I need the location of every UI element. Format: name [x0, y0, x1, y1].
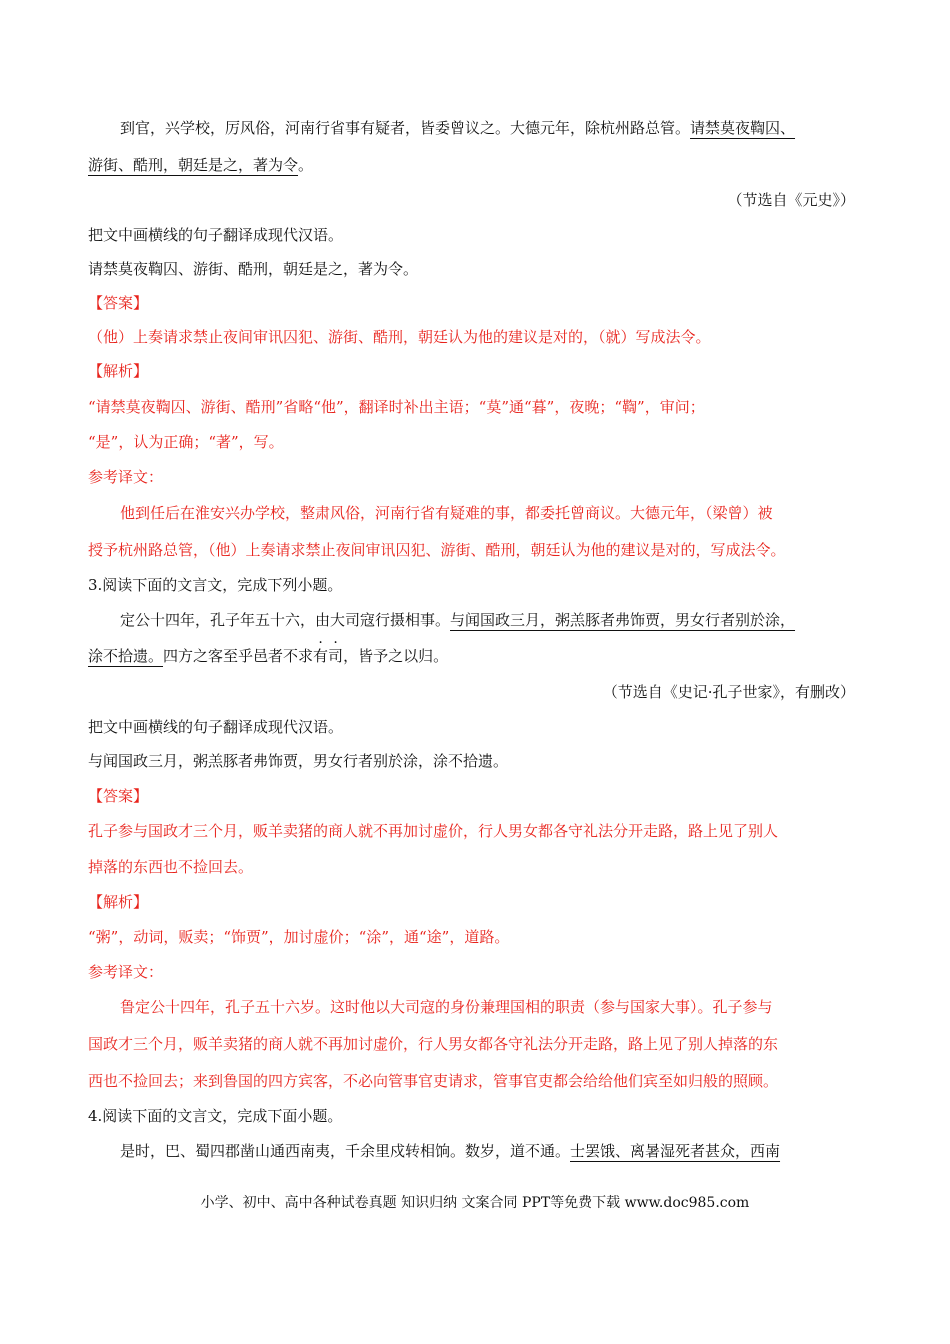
- answer-text: （他）上奏请求禁止夜间审讯囚犯、游街、酷刑，朝廷认为他的建议是对的，（就）写成法令。: [88, 328, 711, 346]
- answer-tag: 【答案】: [88, 294, 149, 312]
- underlined-sentence: 士罢饿、离暑湿死者甚众，西南: [570, 1142, 781, 1160]
- answer-text: 掉落的东西也不捡回去。: [88, 858, 254, 876]
- passage-text: 。: [298, 156, 314, 174]
- source-citation: （节选自《元史》）: [727, 191, 855, 209]
- passage-text: 四方之客至乎邑者不求: [163, 647, 314, 665]
- reference-translation: 鲁定公十四年，孔子五十六岁。这时他以大司寇的身份兼理国相的职责（参与国家大事）。孔子参与: [120, 998, 773, 1016]
- passage-text: 定公十四年，孔子年五十六，由大司寇行摄相事。: [120, 611, 451, 629]
- page-footer: 小学、初中、高中各种试卷真题 知识归纳 文案合同 PPT等免费下载 www.doc985.com: [200, 1195, 750, 1211]
- sentence-to-translate: 与闻国政三月，粥羔豚者弗饰贾，男女行者别於涂，涂不拾遗。: [88, 752, 509, 770]
- question-heading: 3.阅读下面的文言文，完成下列小题。: [88, 576, 343, 594]
- analysis-tag: 【解析】: [88, 893, 149, 911]
- analysis-text: “粥”，动词，贩卖；“饰贾”，加讨虚价；“涂”，通“途”，道路。: [88, 928, 510, 946]
- passage-text: ，皆予之以归。: [343, 647, 449, 665]
- passage-text: 到官，兴学校，厉风俗，河南行省事有疑者，皆委曾议之。大德元年，除杭州路总管。: [120, 119, 691, 137]
- reference-translation: 他到任后在淮安兴办学校，整肃风俗，河南行省有疑难的事，都委托曾商议。大德元年，（梁曾）被: [120, 504, 773, 522]
- source-citation: （节选自《史记·孔子世家》，有删改）: [602, 683, 855, 701]
- answer-tag: 【答案】: [88, 787, 149, 805]
- reference-translation-tag: 参考译文：: [88, 963, 164, 981]
- reference-translation-tag: 参考译文：: [88, 468, 164, 486]
- underlined-sentence: 与闻国政三月，粥羔豚者弗饰贾，男女行者别於涂，: [450, 611, 796, 629]
- analysis-text: “是”，认为正确；“著”，写。: [88, 433, 284, 451]
- sentence-to-translate: 请禁莫夜鞫囚、游街、酷刑，朝廷是之，著为令。: [88, 260, 419, 278]
- passage-line: [120, 1141, 780, 1161]
- reference-translation: 西也不捡回去；来到鲁国的四方宾客，不必向管事官吏请求，管事官吏都会给给他们宾至如归般的照顾。: [88, 1072, 779, 1090]
- passage-text: 是时，巴、蜀四郡凿山通西南夷，千余里戍转相饷。数岁，道不通。: [120, 1142, 571, 1160]
- emphasis-dotted-char: 有: [313, 647, 329, 665]
- instruction: 把文中画横线的句子翻译成现代汉语。: [88, 226, 344, 244]
- instruction: 把文中画横线的句子翻译成现代汉语。: [88, 718, 344, 736]
- reference-translation: 授予杭州路总管，（他）上奏请求禁止夜间审讯囚犯、游街、酷刑，朝廷认为他的建议是对的，写成法令。: [88, 541, 786, 559]
- underlined-sentence: 游街、酷刑，朝廷是之，著为令: [88, 156, 299, 174]
- analysis-text: “请禁莫夜鞫囚、游街、酷刑”省略“他”，翻译时补出主语；“莫”通“暮”，夜晚；“鞫”，审问；: [88, 398, 705, 416]
- underlined-sentence: 请禁莫夜鞫囚、: [690, 119, 796, 137]
- passage-line: [120, 118, 795, 138]
- answer-text: 孔子参与国政才三个月，贩羊卖猪的商人就不再加讨虚价，行人男女都各守礼法分开走路，路上见了别人: [88, 822, 779, 840]
- emphasis-dotted-char: 司: [328, 647, 344, 665]
- passage-line: [88, 155, 313, 175]
- analysis-tag: 【解析】: [88, 362, 149, 380]
- underlined-sentence: 涂不拾遗。: [88, 647, 164, 665]
- reference-translation: 国政才三个月，贩羊卖猪的商人就不再加讨虚价，行人男女都各守礼法分开走路，路上见了别人掉落的东: [88, 1035, 779, 1053]
- passage-line: [120, 610, 795, 630]
- question-heading: 4.阅读下面的文言文，完成下面小题。: [88, 1107, 343, 1125]
- passage-line: [88, 646, 448, 666]
